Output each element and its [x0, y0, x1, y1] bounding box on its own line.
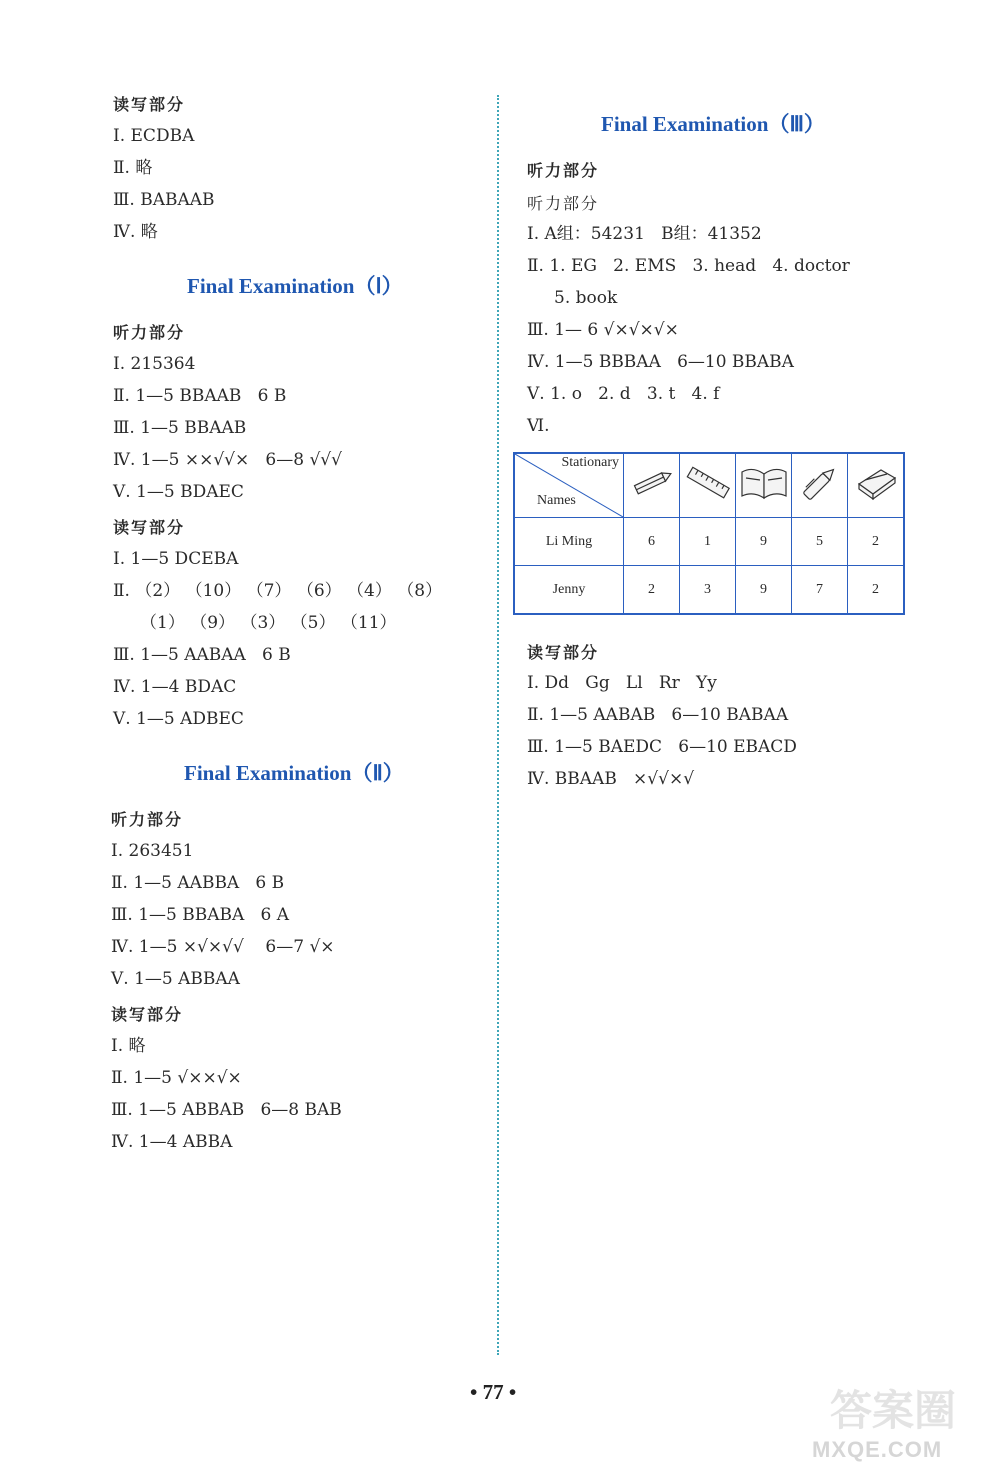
table-cell: 7 — [792, 566, 848, 615]
pencil-icon — [624, 453, 680, 518]
answer-line: Ⅴ. 1—5 BDAEC — [113, 482, 244, 502]
section-heading-reading-writing: 读写部分 — [527, 643, 600, 662]
row-header-names: Names — [537, 493, 576, 508]
exam-title-3: Final Examination（Ⅲ） — [601, 112, 825, 136]
section-heading-listening: 听力部分 — [113, 323, 186, 342]
table-row-name: Li Ming — [514, 518, 624, 566]
answer-line: Ⅰ. 263451 — [111, 841, 194, 861]
answer-line: Ⅳ. 1—5 BBBAA 6—10 BBABA — [527, 352, 794, 372]
watermark-logo-graphic: 答案圈 — [830, 1386, 957, 1435]
answer-line: Ⅰ. ECDBA — [113, 126, 195, 146]
table-cell: 2 — [848, 518, 905, 566]
section-heading-listening: 听力部分 — [527, 161, 600, 180]
column-header-stationary: Stationary — [561, 455, 619, 470]
answer-line: Ⅴ. 1—5 ABBAA — [111, 969, 240, 989]
watermark-logo — [812, 1378, 992, 1463]
table-cell: 6 — [624, 518, 680, 566]
answer-line: Ⅱ. 1—5 √××√× — [111, 1068, 242, 1088]
answer-line: 5. book — [527, 288, 618, 308]
answer-line: Ⅲ. 1—5 BBABA 6 A — [111, 905, 289, 925]
table-corner-header — [514, 453, 624, 518]
answer-line: Ⅰ. 1—5 DCEBA — [113, 549, 239, 569]
answer-line: （1） （9） （3） （5） （11） — [113, 613, 397, 633]
answer-line: Ⅱ. （2） （10） （7） （6） （4） （8） — [113, 581, 443, 601]
answer-line: Ⅲ. 1— 6 √×√×√× — [527, 320, 679, 340]
answer-line: Ⅱ. 1—5 AABAB 6—10 BABAA — [527, 705, 789, 725]
answer-line: Ⅱ. 1—5 BBAAB 6 B — [113, 386, 287, 406]
answer-line: Ⅱ. 1. EG 2. EMS 3. head 4. doctor — [527, 256, 850, 276]
table-cell: 9 — [736, 566, 792, 615]
answer-line: Ⅲ. 1—5 ABBAB 6—8 BAB — [111, 1100, 342, 1120]
answer-line: Ⅳ. 1—4 BDAC — [113, 677, 237, 697]
answer-line: Ⅱ. 略 — [113, 158, 153, 178]
answer-line: Ⅲ. 1—5 BBAAB — [113, 418, 247, 438]
table-cell: 2 — [848, 566, 905, 615]
answer-line: Ⅳ. 略 — [113, 222, 158, 242]
page-number: • 77 • — [470, 1380, 517, 1404]
section-heading-reading-writing: 读写部分 — [111, 1005, 184, 1024]
answer-line: Ⅴ. 1. o 2. d 3. t 4. f — [527, 384, 720, 404]
answer-line: Ⅱ. 1—5 AABBA 6 B — [111, 873, 285, 893]
column-divider — [497, 95, 499, 1355]
table-cell: 3 — [680, 566, 736, 615]
answer-line: Ⅰ. 略 — [111, 1036, 146, 1056]
table-cell: 9 — [736, 518, 792, 566]
answer-line: Ⅳ. 1—5 ×√×√√ 6—7 √× — [111, 937, 335, 957]
answer-line: Ⅳ. 1—5 ××√√× 6—8 √√√ — [113, 450, 342, 470]
exam-title-2: Final Examination（Ⅱ） — [184, 761, 404, 785]
answer-line: Ⅳ. 1—4 ABBA — [111, 1132, 233, 1152]
answer-line: Ⅲ. BABAAB — [113, 190, 215, 210]
eraser-icon — [848, 453, 905, 518]
exam-title-1: Final Examination（Ⅰ） — [187, 274, 403, 298]
table-row-name: Jenny — [514, 566, 624, 615]
book-icon — [736, 453, 792, 518]
section-subheading-listening: 听力部分 — [527, 194, 600, 213]
answer-line: Ⅰ. Dd Gg Ll Rr Yy — [527, 673, 717, 693]
answer-line: Ⅲ. 1—5 AABAA 6 B — [113, 645, 291, 665]
answer-line: Ⅲ. 1—5 BAEDC 6—10 EBACD — [527, 737, 797, 757]
ruler-icon — [680, 453, 736, 518]
stationary-table — [513, 452, 905, 615]
watermark-text: MXQE.COM — [812, 1437, 943, 1462]
table-cell: 2 — [624, 566, 680, 615]
section-heading-reading-writing: 读写部分 — [113, 95, 186, 114]
answer-line: Ⅰ. 215364 — [113, 354, 196, 374]
answer-line: Ⅵ. — [527, 416, 550, 436]
table-cell: 1 — [680, 518, 736, 566]
pen-icon — [792, 453, 848, 518]
section-heading-reading-writing: 读写部分 — [113, 518, 186, 537]
table-cell: 5 — [792, 518, 848, 566]
answer-line: Ⅴ. 1—5 ADBEC — [113, 709, 244, 729]
section-heading-listening: 听力部分 — [111, 810, 184, 829]
answer-line: Ⅳ. BBAAB ×√√×√ — [527, 769, 695, 789]
answer-line: Ⅰ. A组：54231 B组：41352 — [527, 224, 762, 244]
